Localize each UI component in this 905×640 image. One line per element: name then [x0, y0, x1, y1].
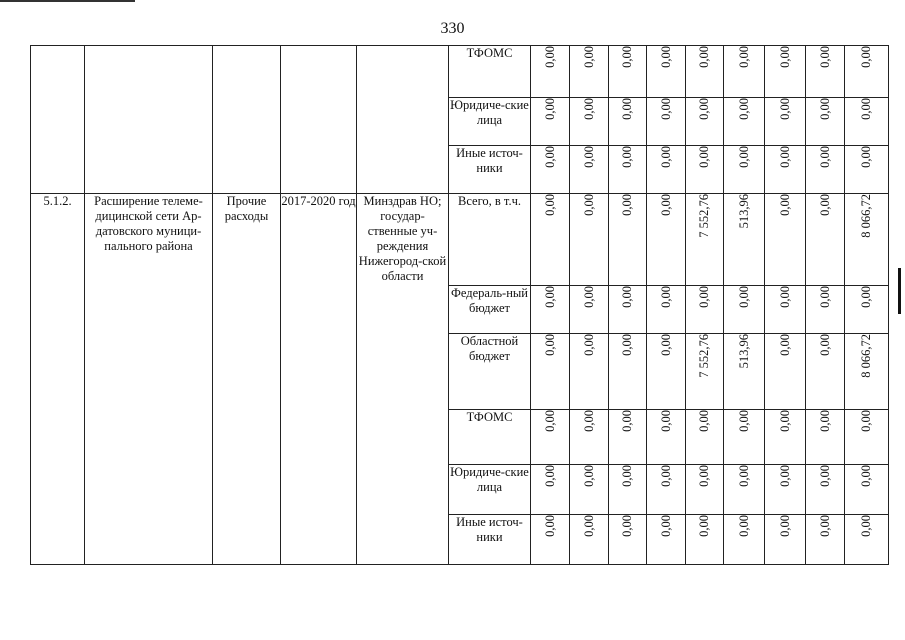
amount-cell — [531, 334, 570, 410]
period: 2017-2020 год — [281, 194, 357, 565]
amount-cell — [806, 46, 845, 98]
amount-cell — [724, 410, 765, 465]
amount-value: 0,00 — [581, 98, 596, 120]
amount-value: 0,00 — [817, 46, 832, 68]
amount-cell — [647, 515, 686, 565]
amount-value: 0,00 — [658, 334, 673, 356]
amount-cell — [570, 286, 609, 334]
amount-cell — [531, 194, 570, 286]
amount-cell — [686, 98, 724, 146]
amount-value: 0,00 — [620, 146, 634, 168]
amount-value: 0,00 — [777, 98, 792, 120]
amount-value: 0,00 — [620, 465, 634, 487]
amount-value: 0,00 — [697, 515, 711, 537]
amount-cell — [570, 515, 609, 565]
amount-value: 0,00 — [697, 146, 711, 168]
amount-value: 0,00 — [658, 410, 673, 432]
amount-value: 0,00 — [697, 410, 711, 432]
funding-source-cell: Иные источ-ники — [449, 515, 531, 565]
amount-cell — [531, 515, 570, 565]
amount-value: 0,00 — [736, 146, 751, 168]
empty-continuation-cell — [281, 46, 357, 194]
amount-cell — [609, 98, 647, 146]
amount-value: 0,00 — [817, 286, 832, 308]
amount-value: 8 066,72 — [859, 334, 873, 378]
amount-value: 0,00 — [817, 515, 832, 537]
funding-source-cell: Юридиче-ские лица — [449, 98, 531, 146]
amount-cell — [647, 465, 686, 515]
amount-value: 0,00 — [736, 286, 751, 308]
amount-value: 0,00 — [620, 515, 634, 537]
amount-cell — [609, 46, 647, 98]
amount-cell — [724, 98, 765, 146]
amount-cell — [647, 410, 686, 465]
budget-table — [30, 45, 889, 565]
amount-cell — [806, 146, 845, 194]
amount-cell — [647, 194, 686, 286]
amount-cell — [765, 194, 806, 286]
amount-value: 0,00 — [859, 465, 873, 487]
amount-value: 0,00 — [777, 334, 792, 356]
amount-cell — [806, 515, 845, 565]
amount-value: 7 552,76 — [697, 194, 711, 238]
amount-value: 0,00 — [736, 410, 751, 432]
amount-value: 0,00 — [658, 146, 673, 168]
amount-value: 0,00 — [542, 194, 557, 216]
amount-cell — [765, 98, 806, 146]
amount-cell — [845, 465, 889, 515]
amount-cell — [765, 410, 806, 465]
amount-cell — [806, 410, 845, 465]
amount-value: 0,00 — [581, 410, 596, 432]
amount-value: 8 066,72 — [859, 194, 873, 238]
amount-value: 0,00 — [658, 286, 673, 308]
amount-value: 0,00 — [620, 410, 634, 432]
amount-cell — [686, 194, 724, 286]
amount-value: 0,00 — [542, 46, 557, 68]
amount-value: 0,00 — [777, 46, 792, 68]
amount-value: 0,00 — [777, 146, 792, 168]
amount-value: 0,00 — [817, 194, 832, 216]
amount-cell — [845, 46, 889, 98]
amount-value: 7 552,76 — [697, 334, 711, 378]
amount-value: 0,00 — [817, 98, 832, 120]
amount-value: 0,00 — [697, 465, 711, 487]
amount-value: 0,00 — [859, 46, 873, 68]
amount-cell — [609, 146, 647, 194]
amount-value: 0,00 — [658, 98, 673, 120]
item-number: 5.1.2. — [31, 194, 85, 565]
amount-cell — [686, 515, 724, 565]
amount-value: 0,00 — [620, 98, 634, 120]
amount-value: 0,00 — [817, 410, 832, 432]
amount-cell — [686, 410, 724, 465]
amount-cell — [806, 98, 845, 146]
amount-value: 0,00 — [542, 334, 557, 356]
amount-cell — [845, 334, 889, 410]
amount-cell — [845, 286, 889, 334]
amount-cell — [724, 286, 765, 334]
amount-value: 0,00 — [581, 194, 596, 216]
amount-value: 0,00 — [859, 146, 873, 168]
amount-value: 0,00 — [658, 194, 673, 216]
amount-value: 0,00 — [581, 286, 596, 308]
amount-value: 0,00 — [581, 465, 596, 487]
amount-cell — [531, 410, 570, 465]
amount-cell — [647, 286, 686, 334]
top-scan-line — [0, 0, 135, 2]
amount-cell — [570, 98, 609, 146]
amount-value: 0,00 — [859, 410, 873, 432]
amount-value: 0,00 — [777, 194, 792, 216]
empty-continuation-cell — [31, 46, 85, 194]
table-row — [31, 46, 889, 98]
amount-value: 0,00 — [542, 515, 557, 537]
amount-cell — [531, 146, 570, 194]
amount-cell — [647, 98, 686, 146]
funding-source-cell: Иные источ-ники — [449, 146, 531, 194]
amount-cell — [570, 465, 609, 515]
amount-value: 0,00 — [736, 46, 751, 68]
executor: Минздрав НО; государ-ственные уч-реждения Нижегород-ской области — [357, 194, 449, 565]
amount-value: 0,00 — [817, 465, 832, 487]
amount-cell — [845, 146, 889, 194]
amount-cell — [806, 194, 845, 286]
amount-value: 0,00 — [620, 194, 634, 216]
amount-cell — [806, 286, 845, 334]
amount-value: 0,00 — [542, 286, 557, 308]
amount-cell — [570, 194, 609, 286]
amount-value: 0,00 — [817, 334, 832, 356]
amount-value: 0,00 — [658, 46, 673, 68]
amount-value: 0,00 — [542, 98, 557, 120]
amount-value: 0,00 — [859, 286, 873, 308]
table-row — [31, 194, 889, 286]
amount-cell — [609, 410, 647, 465]
amount-cell — [686, 146, 724, 194]
amount-cell — [531, 46, 570, 98]
amount-cell — [806, 334, 845, 410]
funding-source-cell: ТФОМС — [449, 46, 531, 98]
amount-cell — [686, 465, 724, 515]
amount-cell — [806, 465, 845, 515]
amount-cell — [647, 46, 686, 98]
amount-cell — [570, 334, 609, 410]
empty-continuation-cell — [357, 46, 449, 194]
amount-value: 0,00 — [859, 515, 873, 537]
item-name: Расширение телеме-дицинской сети Ар-датовского муници-пального района — [85, 194, 213, 565]
amount-value: 0,00 — [542, 146, 557, 168]
amount-value: 0,00 — [697, 46, 711, 68]
amount-cell — [686, 286, 724, 334]
scan-edge-mark — [898, 268, 901, 314]
amount-value: 0,00 — [777, 465, 792, 487]
amount-cell — [531, 465, 570, 515]
amount-value: 0,00 — [620, 286, 634, 308]
funding-source-cell: ТФОМС — [449, 410, 531, 465]
amount-value: 0,00 — [736, 98, 751, 120]
empty-continuation-cell — [213, 46, 281, 194]
amount-value: 0,00 — [581, 146, 596, 168]
amount-value: 0,00 — [658, 465, 673, 487]
expense-type: Прочие расходы — [213, 194, 281, 565]
amount-value: 0,00 — [736, 465, 751, 487]
amount-value: 0,00 — [620, 334, 634, 356]
amount-cell — [724, 146, 765, 194]
amount-value: 0,00 — [581, 515, 596, 537]
amount-value: 0,00 — [777, 515, 792, 537]
amount-cell — [765, 334, 806, 410]
amount-value: 0,00 — [581, 46, 596, 68]
amount-cell — [724, 46, 765, 98]
amount-cell — [609, 194, 647, 286]
amount-cell — [845, 515, 889, 565]
amount-cell — [765, 46, 806, 98]
funding-source-cell: Всего, в т.ч. — [449, 194, 531, 286]
amount-cell — [845, 194, 889, 286]
amount-cell — [609, 286, 647, 334]
amount-cell — [765, 515, 806, 565]
amount-cell — [845, 410, 889, 465]
amount-cell — [686, 46, 724, 98]
amount-cell — [609, 334, 647, 410]
amount-cell — [570, 46, 609, 98]
amount-value: 0,00 — [697, 286, 711, 308]
amount-value: 513,96 — [736, 194, 751, 229]
funding-source-cell: Федераль-ный бюджет — [449, 286, 531, 334]
amount-cell — [647, 146, 686, 194]
amount-value: 0,00 — [542, 410, 557, 432]
amount-cell — [765, 286, 806, 334]
amount-cell — [845, 98, 889, 146]
amount-value: 0,00 — [697, 98, 711, 120]
amount-cell — [609, 515, 647, 565]
funding-source-cell: Областной бюджет — [449, 334, 531, 410]
empty-continuation-cell — [85, 46, 213, 194]
amount-value: 0,00 — [542, 465, 557, 487]
amount-cell — [765, 146, 806, 194]
amount-cell — [570, 410, 609, 465]
amount-value: 513,96 — [736, 334, 751, 369]
amount-value: 0,00 — [817, 146, 832, 168]
amount-cell — [724, 194, 765, 286]
amount-cell — [724, 334, 765, 410]
amount-value: 0,00 — [777, 286, 792, 308]
amount-value: 0,00 — [581, 334, 596, 356]
funding-source-cell: Юридиче-ские лица — [449, 465, 531, 515]
amount-cell — [531, 98, 570, 146]
amount-value: 0,00 — [736, 515, 751, 537]
amount-cell — [609, 465, 647, 515]
amount-cell — [647, 334, 686, 410]
amount-value: 0,00 — [658, 515, 673, 537]
amount-value: 0,00 — [620, 46, 634, 68]
page-number: 330 — [440, 20, 465, 37]
amount-cell — [686, 334, 724, 410]
amount-cell — [765, 465, 806, 515]
amount-cell — [724, 465, 765, 515]
amount-value: 0,00 — [859, 98, 873, 120]
amount-cell — [531, 286, 570, 334]
amount-cell — [724, 515, 765, 565]
amount-cell — [570, 146, 609, 194]
amount-value: 0,00 — [777, 410, 792, 432]
